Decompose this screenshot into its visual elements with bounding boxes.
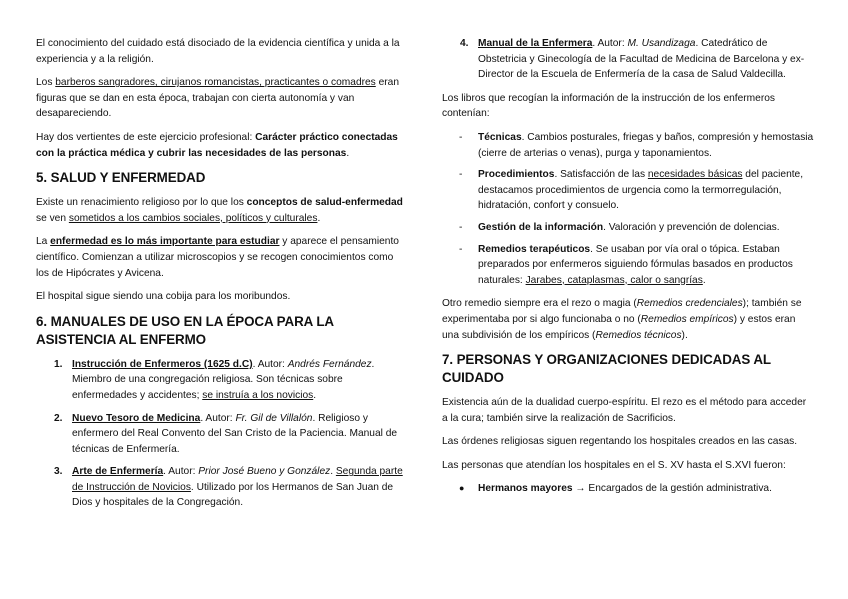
paragraph-cuidado: El conocimiento del cuidado está disociado de la evidencia científica y unida a la experiencia y a la religión.	[36, 38, 400, 65]
manuales-list-continued	[442, 36, 814, 83]
paragraph-libros: Los libros que recogían la información de la instrucción de los enfermeros contenían:	[442, 92, 775, 120]
manuales-list	[36, 357, 408, 511]
heading-manuales: 6. MANUALES DE USO EN LA ÉPOCA PARA LA ASISTENCIA AL ENFERMO	[36, 313, 334, 347]
list-item: - Técnicas. Cambios posturales, friegas y baños, compresión y hemostasia (cierre de arterias o venas), purga y taponamientos.	[459, 131, 814, 159]
personas-list	[442, 481, 814, 497]
paragraph-dualidad: Existencia aún de la dualidad cuerpo-espíritu. El rezo es el método para acceder a la cura; también sirve la realización de Sacrificios.	[442, 397, 807, 424]
paragraph-enfermedad: La enfermedad es lo más importante para estudiar y aparece el pensamiento científico. Comienzan a utilizar microscopios y se recogen conocimientos como los de Hipócrates y Avicena.	[36, 236, 399, 279]
list-item: - Procedimientos. Satisfacción de las necesidades básicas del paciente, destacamos procedimientos de urgencia como la termorregulación, hidratación, confort y consuelo.	[459, 169, 804, 212]
paragraph-renacimiento: Existe un renacimiento religioso por lo que los conceptos de salud-enfermedad se ven sometidos a los cambios sociales, políticos y culturales.	[36, 197, 403, 224]
paragraph-personas: Las personas que atendían los hospitales en el S. XV hasta el S.XVI fueron:	[442, 459, 786, 471]
list-item: 3. Arte de Enfermería. Autor: Prior José Bueno y González. Segunda parte de Instrucción de Novicios. Utilizado por los Hermanos de San Juan de Dios y hospitales de la Congregación.	[54, 466, 403, 509]
underlined-figuras: barberos sangradores, cirujanos romancistas, practicantes o comadres	[55, 77, 376, 89]
list-item: 2. Nuevo Tesoro de Medicina. Autor: Fr. Gil de Villalón. Religioso y enfermero del Real Convento del San Cristo de la Paciencia. Manual de técnicas de Enfermería.	[54, 412, 398, 455]
bullet-icon: ●	[459, 483, 465, 494]
paragraph-ordenes: Las órdenes religiosas siguen regentando los hospitales creados en las casas.	[442, 436, 798, 448]
contenidos-list	[442, 130, 814, 288]
paragraph-vertientes: Hay dos vertientes de este ejercicio profesional: Carácter práctico conectadas con la práctica médica y cubrir las necesidades de las personas.	[36, 131, 398, 159]
paragraph-remedios: Otro remedio siempre era el rezo o magia (Remedios credenciales); también se experimentaba por si algo funcionaba o no (Remedios empíricos) y estos eran una subdivisión de los empíricos (Remedios técnicos).	[442, 298, 802, 341]
paragraph-barberos: Los barberos sangradores, cirujanos romancistas, practicantes o comadres eran figuras que se dan en esta época, trabajan con cierta autonomía y van desapareciendo.	[36, 77, 399, 120]
list-item: 4. Manual de la Enfermera. Autor: M. Usandizaga. Catedrático de Obstetricia y Ginecología de la Facultad de Medicina de Barcelona y ex-Director de la Escuela de Enfermería de la casa de Salud Valdecilla.	[460, 38, 805, 81]
heading-personas-organizaciones: 7. PERSONAS Y ORGANIZACIONES DEDICADAS AL CUIDADO	[442, 352, 771, 386]
list-item: 1. Instrucción de Enfermeros (1625 d.C). Autor: Andrés Fernández. Miembro de una congregación religiosa. Son técnicas sobre enfermedades y accidentes; se instruía a los novicios.	[54, 358, 375, 401]
list-item: - Remedios terapéuticos. Se usaban por vía oral o tópica. Estaban preparados por enfermeros siguiendo fórmulas basados en productos naturales: Jarabes, cataplasmas, calor o sangrías.	[459, 243, 793, 286]
list-item: - Gestión de la información. Valoración y prevención de dolencias.	[459, 221, 780, 233]
right-column	[442, 36, 814, 497]
list-item: ● Hermanos mayores → Encargados de la gestión administrativa.	[442, 481, 814, 497]
paragraph-hospital: El hospital sigue siendo una cobija para los moribundos.	[36, 291, 291, 303]
left-column	[36, 36, 408, 519]
heading-salud-enfermedad: 5. SALUD Y ENFERMEDAD	[36, 170, 206, 186]
